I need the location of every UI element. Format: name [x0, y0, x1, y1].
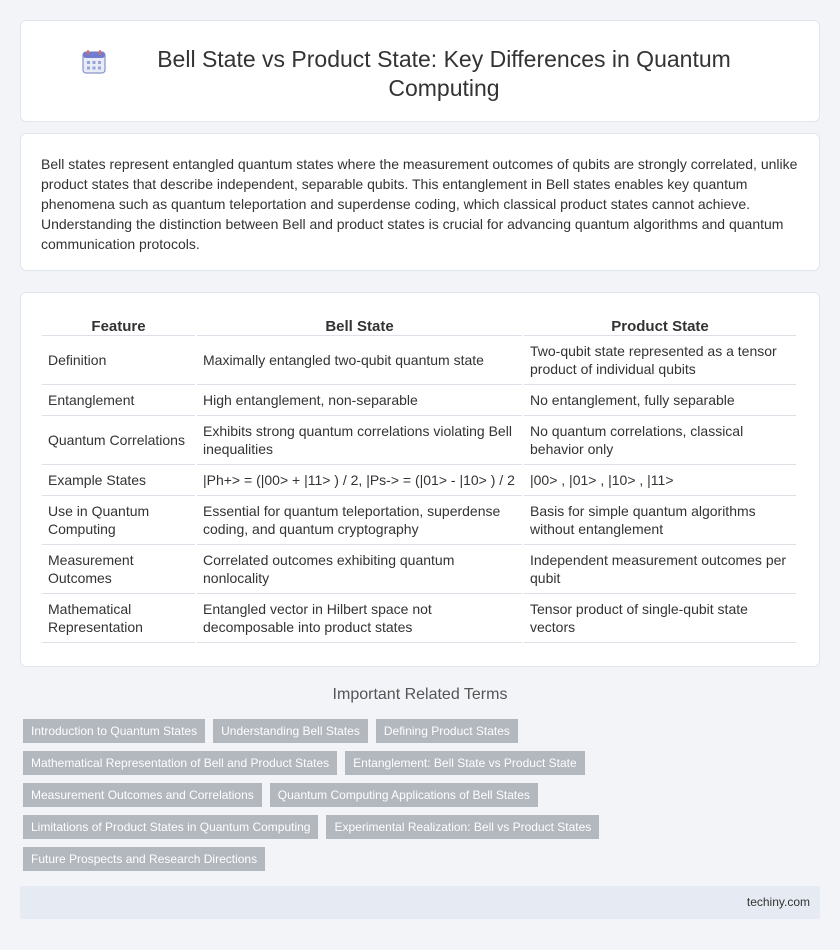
table-row	[42, 465, 796, 496]
feature-cell: Mathematical Representation	[42, 594, 195, 643]
tag-entanglement[interactable]: Entanglement: Bell State vs Product State	[345, 751, 584, 775]
tag-mathematical-representation[interactable]: Mathematical Representation of Bell and Product States	[23, 751, 337, 775]
page-title: Bell State vs Product State: Key Differences in Quantum Computing	[157, 46, 731, 101]
bell-cell: Entangled vector in Hilbert space not decomposable into product states	[197, 594, 522, 643]
product-cell: Independent measurement outcomes per qubit	[524, 545, 796, 594]
comparison-table	[40, 313, 798, 643]
tag-limitations-product-states[interactable]: Limitations of Product States in Quantum Computing	[23, 815, 318, 839]
intro-text: Bell states represent entangled quantum states where the measurement outcomes of qubits are strongly correlated, unlike product states that describe independent, separable qubits. This entanglement in Bell states enables key quantum phenomena such as quantum teleportation and superdense coding, which classical product states cannot achieve. Understanding the distinction between Bell and product states is crucial for advancing quantum algorithms and quantum communication protocols.	[41, 156, 798, 252]
bell-cell: Exhibits strong quantum correlations violating Bell inequalities	[197, 416, 522, 465]
bell-cell: Maximally entangled two-qubit quantum state	[197, 336, 522, 385]
bell-cell: |Ph+> = (|00> + |11> ) / 2, |Ps-> = (|01> - |10> ) / 2	[197, 465, 522, 496]
tag-row	[23, 847, 823, 871]
table-row	[42, 336, 796, 385]
bell-cell: Correlated outcomes exhibiting quantum nonlocality	[197, 545, 522, 594]
product-cell: Tensor product of single-qubit state vectors	[524, 594, 796, 643]
related-terms-tags	[23, 719, 823, 879]
footer-site-link[interactable]: techiny.com	[746, 895, 810, 909]
tag-row	[23, 783, 823, 807]
table-row	[42, 496, 796, 545]
table-row	[42, 594, 796, 643]
header-card	[20, 20, 820, 122]
feature-cell: Definition	[42, 336, 195, 385]
tag-experimental-realization[interactable]: Experimental Realization: Bell vs Product States	[326, 815, 599, 839]
tag-understanding-bell-states[interactable]: Understanding Bell States	[213, 719, 368, 743]
tag-row	[23, 815, 823, 839]
calendar-icon	[81, 49, 107, 75]
header-bell-state: Bell State	[197, 313, 522, 336]
feature-cell: Measurement Outcomes	[42, 545, 195, 594]
table-row	[42, 385, 796, 416]
tag-quantum-computing-applications[interactable]: Quantum Computing Applications of Bell States	[270, 783, 538, 807]
table-header-row	[42, 313, 796, 336]
intro-card	[20, 133, 820, 271]
bell-cell: High entanglement, non-separable	[197, 385, 522, 416]
tag-introduction-quantum-states[interactable]: Introduction to Quantum States	[23, 719, 205, 743]
feature-cell: Entanglement	[42, 385, 195, 416]
product-cell: |00> , |01> , |10> , |11>	[524, 465, 796, 496]
product-cell: No quantum correlations, classical behavior only	[524, 416, 796, 465]
feature-cell: Example States	[42, 465, 195, 496]
bell-cell: Essential for quantum teleportation, superdense coding, and quantum cryptography	[197, 496, 522, 545]
table-row	[42, 416, 796, 465]
header-product-state: Product State	[524, 313, 796, 336]
product-cell: Basis for simple quantum algorithms without entanglement	[524, 496, 796, 545]
tag-row	[23, 751, 823, 775]
tag-future-prospects[interactable]: Future Prospects and Research Directions	[23, 847, 265, 871]
feature-cell: Use in Quantum Computing	[42, 496, 195, 545]
tag-measurement-outcomes[interactable]: Measurement Outcomes and Correlations	[23, 783, 262, 807]
product-cell: No entanglement, fully separable	[524, 385, 796, 416]
related-terms-title: Important Related Terms	[332, 686, 508, 703]
tag-defining-product-states[interactable]: Defining Product States	[376, 719, 518, 743]
footer	[20, 886, 820, 919]
table-row	[42, 545, 796, 594]
header-feature: Feature	[42, 313, 195, 336]
tag-row	[23, 719, 823, 743]
product-cell: Two-qubit state represented as a tensor product of individual qubits	[524, 336, 796, 385]
feature-cell: Quantum Correlations	[42, 416, 195, 465]
title-wrap	[21, 21, 819, 103]
comparison-card	[20, 292, 820, 667]
